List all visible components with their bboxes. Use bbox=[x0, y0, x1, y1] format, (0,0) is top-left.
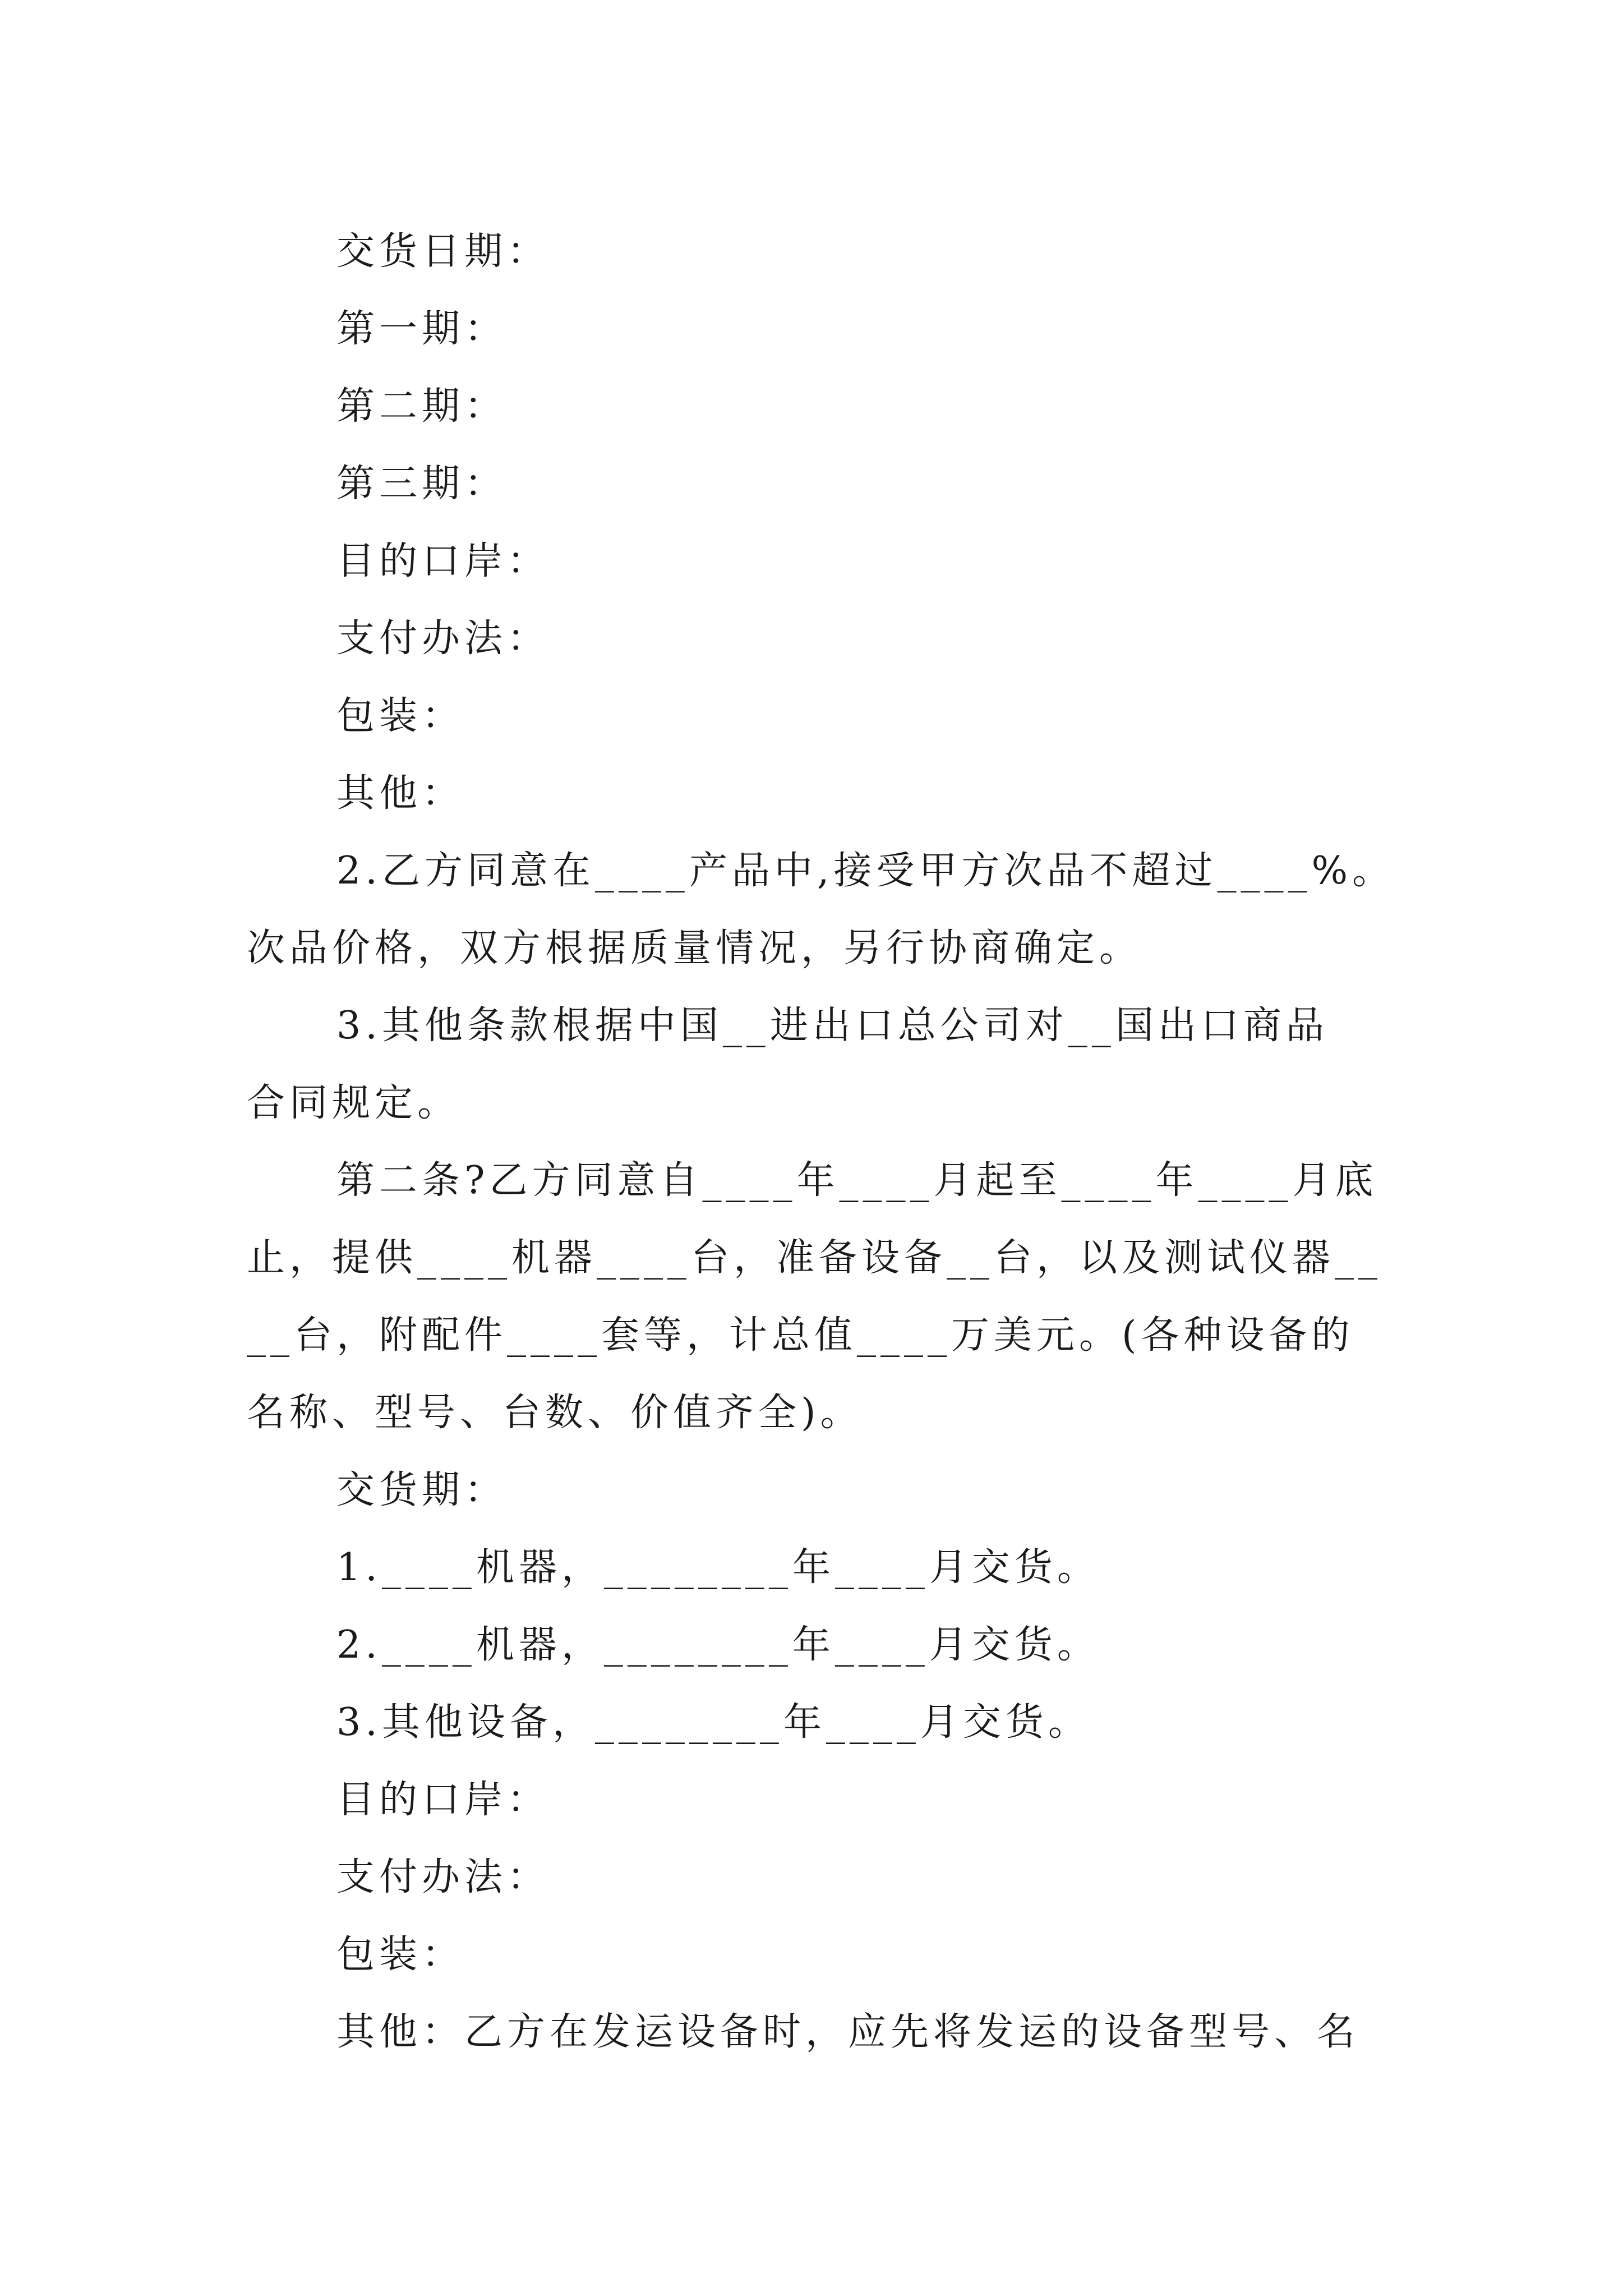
text-line-delivery-period: 交货期： bbox=[336, 1468, 508, 1512]
text-line-phase-1: 第一期： bbox=[336, 307, 508, 351]
article-2-line-1: 第二条?乙方同意自____年____月起至____年____月底 bbox=[336, 1158, 1378, 1203]
clause-2-line-1: 2.乙方同意在____产品中,接受甲方次品不超过____%。 bbox=[336, 849, 1395, 893]
text-line-other-2: 其他：乙方在发运设备时，应先将发运的设备型号、名 bbox=[336, 2010, 1360, 2054]
text-line-phase-3: 第三期： bbox=[336, 462, 508, 506]
text-line-payment-method: 支付办法： bbox=[336, 616, 550, 661]
delivery-item-3: 3.其他设备，________年____月交货。 bbox=[336, 1700, 1091, 1745]
document-body bbox=[247, 213, 1402, 2071]
text-line-destination-port-2: 目的口岸： bbox=[336, 1778, 550, 1822]
text-line-packaging-2: 包装： bbox=[336, 1932, 465, 1977]
text-line-destination-port: 目的口岸： bbox=[336, 539, 550, 583]
text-line-phase-2: 第二期： bbox=[336, 384, 508, 429]
article-2-line-4: 名称、型号、台数、价值齐全)。 bbox=[247, 1391, 863, 1435]
delivery-item-2: 2.____机器，________年____月交货。 bbox=[336, 1623, 1100, 1667]
article-2-line-3: __台，附配件____套等，计总值____万美元。(各种设备的 bbox=[247, 1313, 1354, 1358]
clause-2-line-2: 次品价格，双方根据质量情况，另行协商确定。 bbox=[247, 926, 1142, 970]
text-line-payment-method-2: 支付办法： bbox=[336, 1855, 550, 1899]
delivery-item-1: 1.____机器，________年____月交货。 bbox=[336, 1545, 1100, 1590]
text-line-packaging: 包装： bbox=[336, 694, 465, 738]
text-line-other: 其他： bbox=[336, 771, 465, 816]
clause-3-line-2: 合同规定。 bbox=[247, 1081, 460, 1125]
text-line-delivery-date: 交货日期： bbox=[336, 229, 550, 274]
article-2-line-2: 止，提供____机器____台，准备设备__台，以及测试仪器__ bbox=[247, 1236, 1382, 1280]
clause-3-line-1: 3.其他条款根据中国__进出口总公司对__国出口商品 bbox=[336, 1004, 1329, 1048]
